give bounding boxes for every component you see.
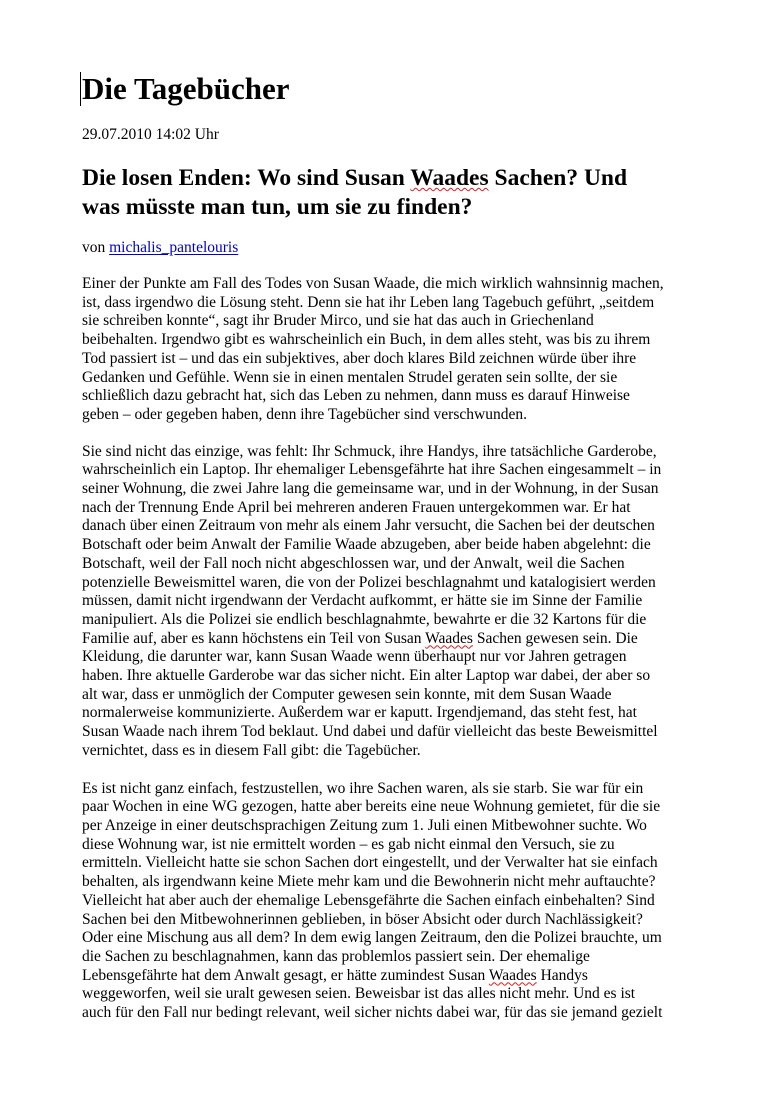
paragraph-line: Tod passiert ist – und das ein subjektives, aber doch klares Bild zeichnen würde über ihre <box>82 349 637 367</box>
paragraph-line: seiner Wohnung, die zwei Jahre lang die gemeinsame war, und in der Wohnung, in der Susan <box>82 480 659 498</box>
paragraph-line: Gedanken und Gefühle. Wenn sie in einen mentalen Strudel geraten sein sollte, der sie <box>82 368 618 386</box>
paragraph-line: auch für den Fall nur bedingt relevant, weil sicher nichts dabei war, für das sie jemand gezielt <box>82 1004 663 1022</box>
paragraph-line: paar Wochen in eine WG gezogen, hatte aber bereits eine neue Wohnung gemietet, für die sie <box>82 798 661 816</box>
paragraph-line: weggeworfen, weil sie uralt gewesen seien. Beweisbar ist das alles nicht mehr. Und es ist <box>82 985 636 1003</box>
paragraph-line: Oder eine Mischung aus all dem? In dem ewig langen Zeitraum, den die Polizei brauchte, um <box>82 929 662 947</box>
paragraph-3 <box>82 780 722 1023</box>
paragraph-line: Lebensgefährte hat dem Anwalt gesagt, er hätte zumindest Susan Waades Handys <box>82 966 588 984</box>
paragraph-line: Vielleicht hat aber auch der ehemalige Lebensgefährte die Sachen einfach einbehalten? Sind <box>82 891 655 909</box>
spellcheck-marked-word: Waades <box>488 966 537 984</box>
byline-prefix: von <box>82 239 106 256</box>
paragraph-line: Botschaft, weil der Fall noch nicht abgeschlossen war, und der Anwalt, weil die Sachen <box>82 554 625 572</box>
paragraph-line: ist, dass irgendwo die Lösung steht. Denn sie hat ihr Leben lang Tagebuch geführt, „seitdem <box>82 293 655 311</box>
paragraph-line: nach der Trennung Ende April bei mehreren anderen Frauen untergekommen war. Er hat <box>82 498 631 516</box>
paragraph-1 <box>82 275 722 425</box>
paragraph-line: sie schreiben konnte“, sagt ihr Bruder Mirco, und sie hat das auch in Griechenland <box>82 312 594 330</box>
byline <box>82 239 722 257</box>
paragraph-line: ermitteln. Vielleicht hatte sie schon Sachen dort eingestellt, und der Verwalter hat sie einfach <box>82 854 658 872</box>
spellcheck-marked-word: Waades <box>410 165 489 191</box>
paragraph-line: schließlich dazu gebracht hat, sich das Leben zu nehmen, dann muss es darauf Hinweise <box>82 387 630 405</box>
text-cursor <box>80 72 81 106</box>
subtitle-line: Die losen Enden: Wo sind Susan Waades Sachen? Und <box>82 165 628 191</box>
paragraph-line: normalerweise kommunizierte. Außerdem war er kaputt. Irgendjemand, das steht fest, hat <box>82 704 637 722</box>
paragraph-line: behalten, als irgendwann keine Miete mehr kam und die Bewohnerin nicht mehr auftauchte? <box>82 873 656 891</box>
article-title: Die Tagebücher <box>82 71 290 106</box>
paragraph-2 <box>82 443 722 761</box>
paragraph-line: beibehalten. Irgendwo gibt es wahrscheinlich ein Buch, in dem alles steht, was bis zu ihrem <box>82 331 651 349</box>
paragraph-line: Botschaft oder beim Anwalt der Familie Waade abzugeben, aber beide haben abgelehnt: die <box>82 536 651 554</box>
paragraph-line: Susan Waade nach ihrem Tod beklaut. Und dabei und dafür vielleicht das beste Beweismittel <box>82 723 658 741</box>
article-subtitle <box>82 164 722 222</box>
paragraph-line: geben – oder gegeben haben, denn ihre Tagebücher sind verschwunden. <box>82 405 527 423</box>
paragraph-line: Einer der Punkte am Fall des Todes von Susan Waade, die mich wirklich wahnsinnig machen, <box>82 275 664 292</box>
paragraph-line: müssen, damit nicht irgendwann der Verdacht aufkommt, er hätte sie im Sinne der Familie <box>82 592 643 610</box>
paragraph-line: Familie auf, aber es kann höchstens ein Teil von Susan Waades Sachen gewesen sein. Die <box>82 629 638 647</box>
author-link[interactable]: michalis_pantelouris <box>109 239 239 256</box>
paragraph-line: vernichtet, dass es in diesem Fall gibt: die Tagebücher. <box>82 741 421 759</box>
paragraph-line: manipuliert. Als die Polizei sie endlich beschlagnahmte, bewahrte er die 32 Kartons für die <box>82 610 647 628</box>
spellcheck-marked-word: Waades <box>425 629 473 647</box>
paragraph-line: Es ist nicht ganz einfach, festzustellen, wo ihre Sachen waren, als sie starb. Sie war für ein <box>82 779 644 797</box>
paragraph-line: danach über einen Zeitraum von mehr als einem Jahr versucht, die Sachen bei der deutschen <box>82 517 655 535</box>
paragraph-line: alt war, dass er unmöglich der Computer gewesen sein konnte, mit dem Susan Waade <box>82 685 612 703</box>
paragraph-line: die Sachen zu beschlagnahmen, kann das problemlos passiert sein. Der ehemalige <box>82 947 590 965</box>
paragraph-line: Sie sind nicht das einzige, was fehlt: Ihr Schmuck, ihre Handys, ihre tatsächliche Garderobe, <box>82 442 657 460</box>
paragraph-line: Kleidung, die darunter war, kann Susan Waade wenn überhaupt nur vor Jahren getragen <box>82 648 627 666</box>
subtitle-line: was müsste man tun, um sie zu finden? <box>82 194 473 220</box>
paragraph-line: potenzielle Beweismittel waren, die von der Polizei beschlagnahmt und katalogisiert werden <box>82 573 656 591</box>
paragraph-line: Sachen bei den Mitbewohnerinnen geblieben, in böser Absicht oder durch Nachlässigkeit? <box>82 910 643 928</box>
paragraph-line: per Anzeige in einer deutschsprachigen Zeitung zum 1. Juli einen Mitbewohner suchte. Wo <box>82 816 647 834</box>
paragraph-line: wahrscheinlich ein Laptop. Ihr ehemaliger Lebensgefährte hat ihre Sachen eingesammelt – in <box>82 461 662 479</box>
paragraph-line: haben. Ihre aktuelle Garderobe war das sicher nicht. Ein alter Laptop war dabei, der aber so <box>82 667 651 685</box>
article-date: 29.07.2010 14:02 Uhr <box>82 126 219 143</box>
paragraph-line: diese Wohnung war, ist nie ermittelt worden – es gab nicht einmal den Versuch, sie zu <box>82 835 615 853</box>
document-page <box>82 70 722 1023</box>
